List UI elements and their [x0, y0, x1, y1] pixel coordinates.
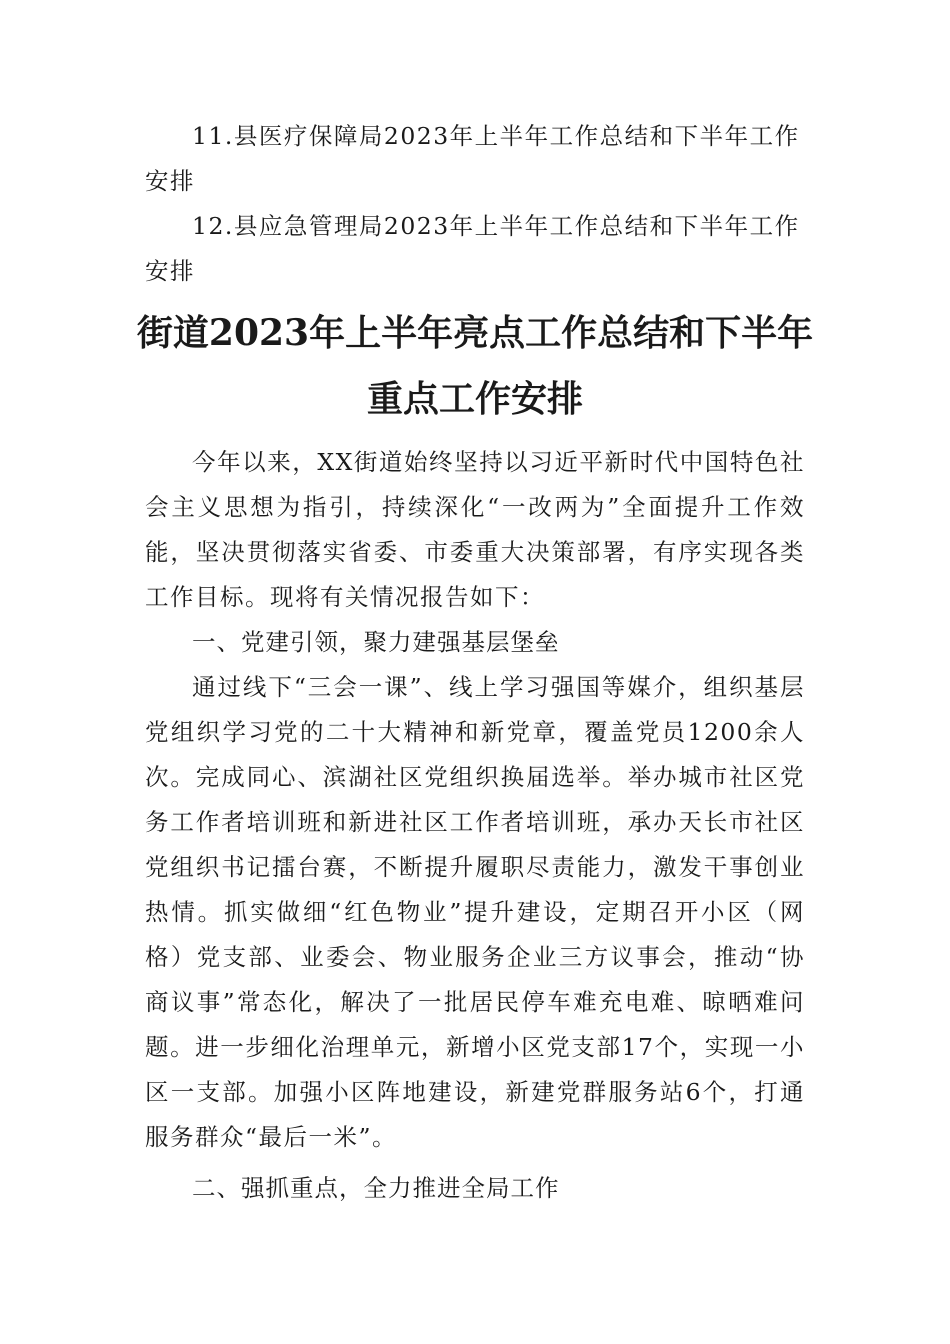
title-line-2: 重点工作安排 [366, 378, 583, 420]
toc-item-12: 12.县应急管理局2023年上半年工作总结和下半年工作安排 [145, 212, 800, 285]
intro-paragraph: 今年以来，XX街道始终坚持以习近平新时代中国特色社会主义思想为指引，持续深化“一改两为”全面提升工作效能，坚决贯彻落实省委、市委重大决策部署，有序实现各类工作目标。现将有关情况报告如下： [145, 448, 805, 611]
section-heading-2: 二、强抓重点，全力推进全局工作 [192, 1174, 560, 1202]
section-1-body: 通过线下“三会一课”、线上学习强国等媒介，组织基层党组织学习党的二十大精神和新党章，覆盖党员1200余人次。完成同心、滨湖社区党组织换届选举。举办城市社区党务工作者培训班和新进社区工作者培训班，承办天长市社区党组织书记擂台赛，不断提升履职尽责能力，激发干事创业热情。抓实做细“红色物业”提升建设，定期召开小区（网格）党支部、业委会、物业服务企业三方议事会，推动“协商议事”常态化，解决了一批居民停车难充电难、晾晒难问题。进一步细化治理单元，新增小区党支部17个，实现一小区一支部。加强小区阵地建设，新建党群服务站6个，打通服务群众“最后一米”。 [145, 673, 805, 1151]
section-heading-1: 一、党建引领，聚力建强基层堡垒 [192, 628, 560, 656]
document-title [135, 300, 815, 432]
document-page [136, 114, 814, 1211]
title-line-1: 街道2023年上半年亮点工作总结和下半年 [136, 312, 814, 354]
toc-item-11: 11.县医疗保障局2023年上半年工作总结和下半年工作安排 [145, 122, 800, 195]
